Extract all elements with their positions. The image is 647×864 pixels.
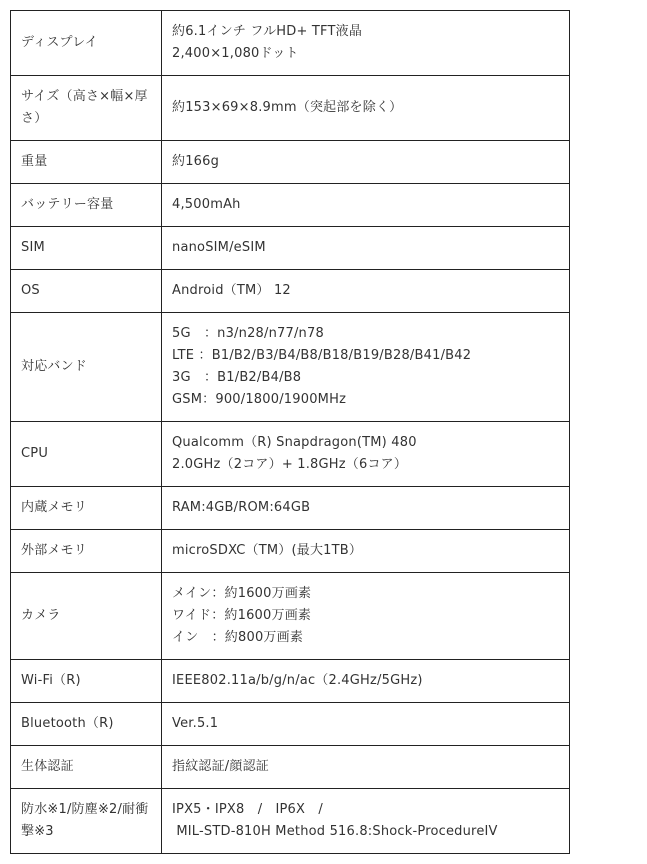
spec-label-cell <box>11 184 162 227</box>
spec-label: Bluetooth（R) <box>21 716 114 731</box>
spec-value-cell <box>162 76 570 141</box>
spec-value-line: 2,400×1,080ドット <box>172 46 299 61</box>
spec-value-line: 約166g <box>172 154 220 169</box>
spec-label: 内蔵メモリ <box>21 500 88 515</box>
spec-value-line: MIL-STD-810H Method 516.8:Shock-ProcedureIV <box>172 824 498 839</box>
spec-label-cell <box>11 11 162 76</box>
spec-row <box>11 270 570 313</box>
spec-label: OS <box>21 283 40 298</box>
spec-row <box>11 141 570 184</box>
spec-value-line: Ver.5.1 <box>172 716 219 731</box>
spec-label: バッテリー容量 <box>21 197 114 212</box>
spec-value-line: microSDXC（TM）(最大1TB） <box>172 543 363 558</box>
spec-label-cell <box>11 789 162 854</box>
spec-label: 防水※1/防塵※2/耐衝撃※3 <box>21 802 149 839</box>
spec-label-cell <box>11 573 162 660</box>
spec-row <box>11 184 570 227</box>
spec-value-cell <box>162 746 570 789</box>
spec-label: CPU <box>21 446 49 461</box>
spec-value-line: ワイド：約1600万画素 <box>172 608 312 623</box>
spec-row <box>11 789 570 854</box>
spec-value-cell <box>162 313 570 422</box>
spec-label-cell <box>11 660 162 703</box>
spec-row <box>11 487 570 530</box>
spec-label-cell <box>11 422 162 487</box>
spec-label: カメラ <box>21 608 61 623</box>
spec-row <box>11 422 570 487</box>
spec-value-line: 指紋認証/顔認証 <box>172 759 269 774</box>
spec-value-line: Android（TM） 12 <box>172 283 291 298</box>
spec-label-cell <box>11 703 162 746</box>
spec-value-line: GSM：900/1800/1900MHz <box>172 392 347 407</box>
spec-value-cell <box>162 227 570 270</box>
spec-value-cell <box>162 141 570 184</box>
spec-value-cell <box>162 184 570 227</box>
spec-row <box>11 227 570 270</box>
spec-value-cell <box>162 530 570 573</box>
spec-label: Wi-Fi（R) <box>21 673 81 688</box>
spec-value-line: イン ：約800万画素 <box>172 630 304 645</box>
spec-value-line: IEEE802.11a/b/g/n/ac（2.4GHz/5GHz) <box>172 673 423 688</box>
spec-value-cell <box>162 11 570 76</box>
spec-row <box>11 313 570 422</box>
spec-label: SIM <box>21 240 45 255</box>
spec-label-cell <box>11 487 162 530</box>
spec-row <box>11 76 570 141</box>
spec-value-cell <box>162 660 570 703</box>
spec-label-cell <box>11 313 162 422</box>
spec-label-cell <box>11 270 162 313</box>
spec-value-line: メイン：約1600万画素 <box>172 586 312 601</box>
spec-value-line: 約6.1インチ フルHD+ TFT液晶 <box>172 24 363 39</box>
spec-label: サイズ（高さ×幅×厚さ） <box>21 89 148 126</box>
spec-value-cell <box>162 789 570 854</box>
spec-value-line: Qualcomm（R) Snapdragon(TM) 480 <box>172 435 417 450</box>
spec-value-cell <box>162 270 570 313</box>
spec-value-cell <box>162 487 570 530</box>
spec-value-line: 5G ：n3/n28/n77/n78 <box>172 326 324 341</box>
spec-value-line: IPX5・IPX8 / IP6X / <box>172 802 323 817</box>
spec-label: ディスプレイ <box>21 35 98 50</box>
spec-row <box>11 746 570 789</box>
spec-label-cell <box>11 746 162 789</box>
spec-table-body <box>11 11 570 854</box>
spec-label: 対応バンド <box>21 359 88 374</box>
spec-value-line: RAM:4GB/ROM:64GB <box>172 500 311 515</box>
spec-label: 生体認証 <box>21 759 74 774</box>
spec-label-cell <box>11 76 162 141</box>
spec-label-cell <box>11 141 162 184</box>
spec-row <box>11 703 570 746</box>
spec-row <box>11 11 570 76</box>
spec-value-line: 3G ：B1/B2/B4/B8 <box>172 370 302 385</box>
spec-label-cell <box>11 530 162 573</box>
spec-label: 重量 <box>21 154 48 169</box>
spec-value-cell <box>162 703 570 746</box>
spec-value-line: 2.0GHz（2コア）+ 1.8GHz（6コア） <box>172 457 408 472</box>
spec-row <box>11 660 570 703</box>
spec-label-cell <box>11 227 162 270</box>
spec-value-cell <box>162 422 570 487</box>
spec-label: 外部メモリ <box>21 543 88 558</box>
spec-value-line: 4,500mAh <box>172 197 241 212</box>
spec-value-line: LTE ：B1/B2/B3/B4/B8/B18/B19/B28/B41/B42 <box>172 348 472 363</box>
spec-table <box>10 10 570 854</box>
spec-value-line: nanoSIM/eSIM <box>172 240 266 255</box>
spec-row <box>11 530 570 573</box>
spec-value-cell <box>162 573 570 660</box>
spec-row <box>11 573 570 660</box>
spec-value-line: 約153×69×8.9mm（突起部を除く） <box>172 100 403 115</box>
